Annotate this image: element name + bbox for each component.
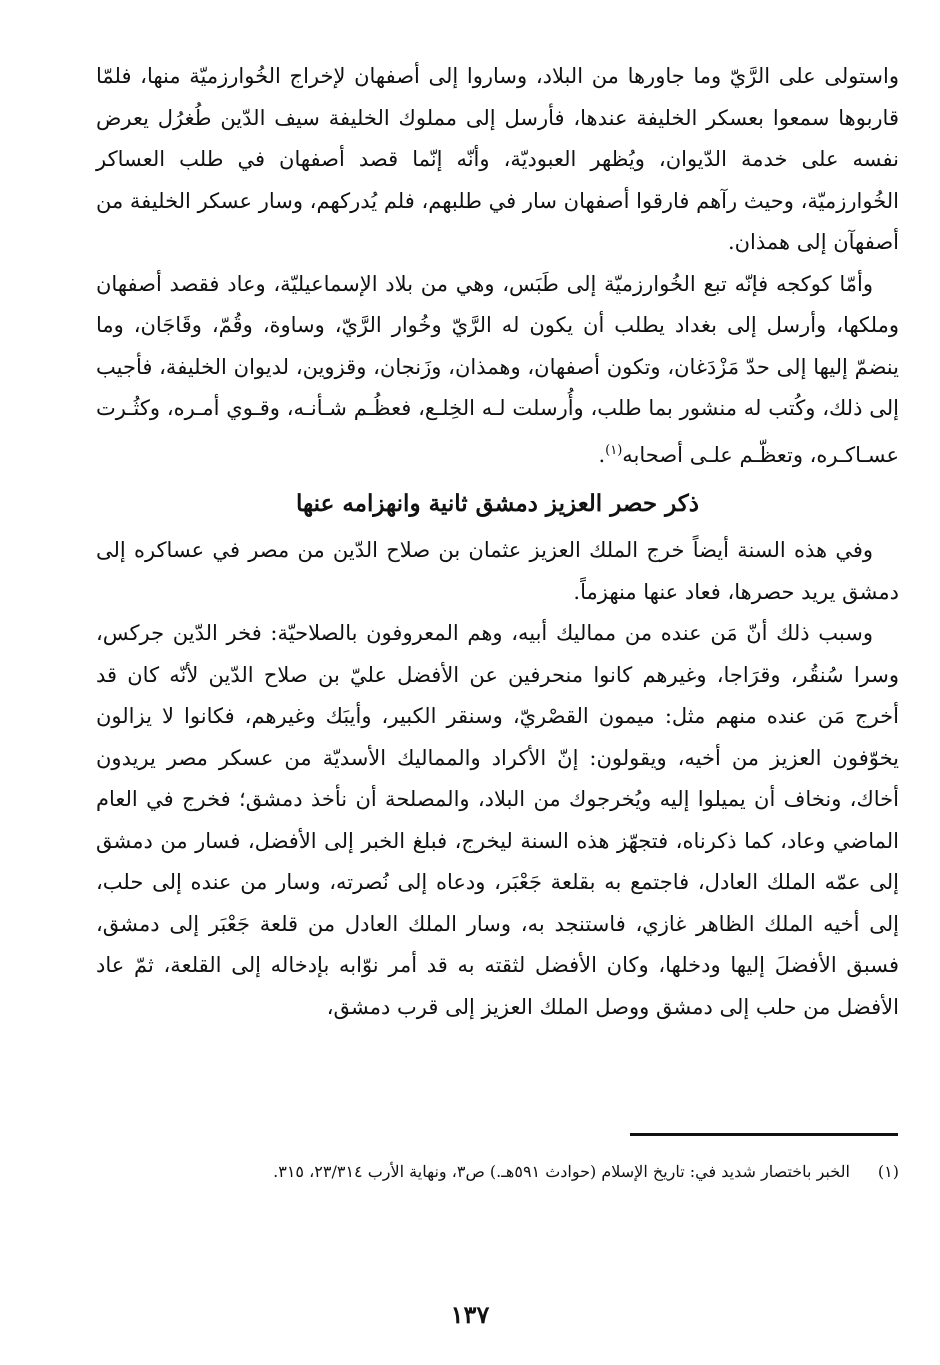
paragraph-4: وسبب ذلك أنّ مَن عنده من مماليك أبيه، وهم المعروفون بالصلاحيّة: فخر الدّين جركس، وسرا سُنقُر، وقرَاجا، وغيرهم كانوا منحرفين عن الأفضل عليّ بن صلاح الدّين لأنّه كان قد أخرج مَن عنده منهم مثل: ميمون القصْريّ، وسنقر الكبير، وأيبَك وغيرهم، فكانوا لا يزالون يخوّفون العزيز من أخيه، ويقولون: إنّ الأكراد والمماليك الأسديّة من عسكر مصر يريدون أخاك، ونخاف أن يميلوا إليه ويُخرجوك من البلاد، والمصلحة أن نأخذ دمشق؛ فخرج في العام الماضي وعاد، كما ذكرناه، فتجهّز هذه السنة ليخرج، فبلغ الخبر إلى الأفضل، فسار من دمشق إلى عمّه الملك العادل، فاجتمع به بقلعة جَعْبَر، ودعاه إلى نُصرته، وسار من عنده إلى حلب، إلى أخيه الملك الظاهر غازي، فاستنجد به، وسار الملك العادل من قلعة جَعْبَر إلى دمشق، فسبق الأفضلَ إليها ودخلها، وكان الأفضل لثقته به قد أمر نوّابه بإدخاله إلى القلعة، ثمّ عاد الأفضل من حلب إلى دمشق ووصل الملك العزيز إلى قرب دمشق، <box>96 621 899 1019</box>
footnote-text: الخبر باختصار شديد في: تاريخ الإسلام (حوادث ٥٩١هـ.) ص٣، ونهاية الأرب ٢٣/٣١٤، ٣١٥. <box>273 1162 850 1181</box>
footnote-divider <box>630 1133 898 1136</box>
section-heading: ذكر حصر العزيز دمشق ثانية وانهزامه عنها <box>296 490 699 517</box>
footnote <box>96 1156 899 1187</box>
page-number: ١٣٧ <box>450 1300 490 1329</box>
paragraph-2: وأمّا كوكجه فإنّه تبع الخُوارزميّة إلى طَبَس، وهي من بلاد الإسماعيليّة، وعاد فقصد أصفهان وملكها، وأرسل إلى بغداد يطلب أن يكون له الرَّيّ وخُوار الرَّيّ، وساوة، وقُمّ، وقَاجَان، وما ينضمّ إليها إلى حدّ مَزْدَغان، وتكون أصفهان، وهمذان، وزَنجان، وقزوين، لديوان الخليفة، فأجيب إلى ذلك، وكُتب له منشور بما طلب، وأُرسلت لـه الخِلـع، فعظُـم شـأنـه، وقـوي أمـره، وكثُـرت عسـاكـره، وتعظّـم علـى أصحابه$^{(١)}$. <box>96 271 899 467</box>
paragraph-2-text: وأمّا كوكجه فإنّه تبع الخُوارزميّة إلى طَبَس، وهي من بلاد الإسماعيليّة، وعاد فقصد أصفهان وملكها، وأرسل إلى بغداد يطلب أن يكون له الرَّيّ وخُوار الرَّيّ، وساوة، وقُمّ، وقَاجَان، وما ينضمّ إليها إلى حدّ مَزْدَغان، وتكون أصفهان، وهمذان، وزَنجان، وقزوين، لديوان الخليفة، فأجيب إلى ذلك، وكُتب له منشور بما طلب، وأُرسلت لـه الخِلـع، فعظُـم شـأنـه، وقـوي أمـره، وكثُـرت عسـاكـره، وتعظّـم علـى أصحابه <box>96 271 899 467</box>
footnote-reference: (١) <box>605 442 623 458</box>
main-text <box>96 56 899 1028</box>
footnote-number: (١) <box>877 1162 899 1181</box>
paragraph-3: وفي هذه السنة أيضاً خرج الملك العزيز عثمان بن صلاح الدّين من مصر في عساكره إلى دمشق يريد حصرها، فعاد عنها منهزماً. <box>96 538 899 604</box>
paragraph-1: واستولى على الرَّيّ وما جاورها من البلاد، وساروا إلى أصفهان لإخراج الخُوارزميّة منها، فلمّا قاربوها سمعوا بعسكر الخليفة عندها، فأرسل إلى مملوك الخليفة سيف الدّين طُغرُل يعرض نفسه على خدمة الدّيوان، ويُظهر العبوديّة، وأنّه إنّما قصد أصفهان في طلب العساكر الخُوارزميّة، وحيث رآهم فارقوا أصفهان سار في طلبهم، فلم يُدركهم، وسار عسكر الخليفة من أصفهآن إلى همذان. <box>96 64 899 254</box>
